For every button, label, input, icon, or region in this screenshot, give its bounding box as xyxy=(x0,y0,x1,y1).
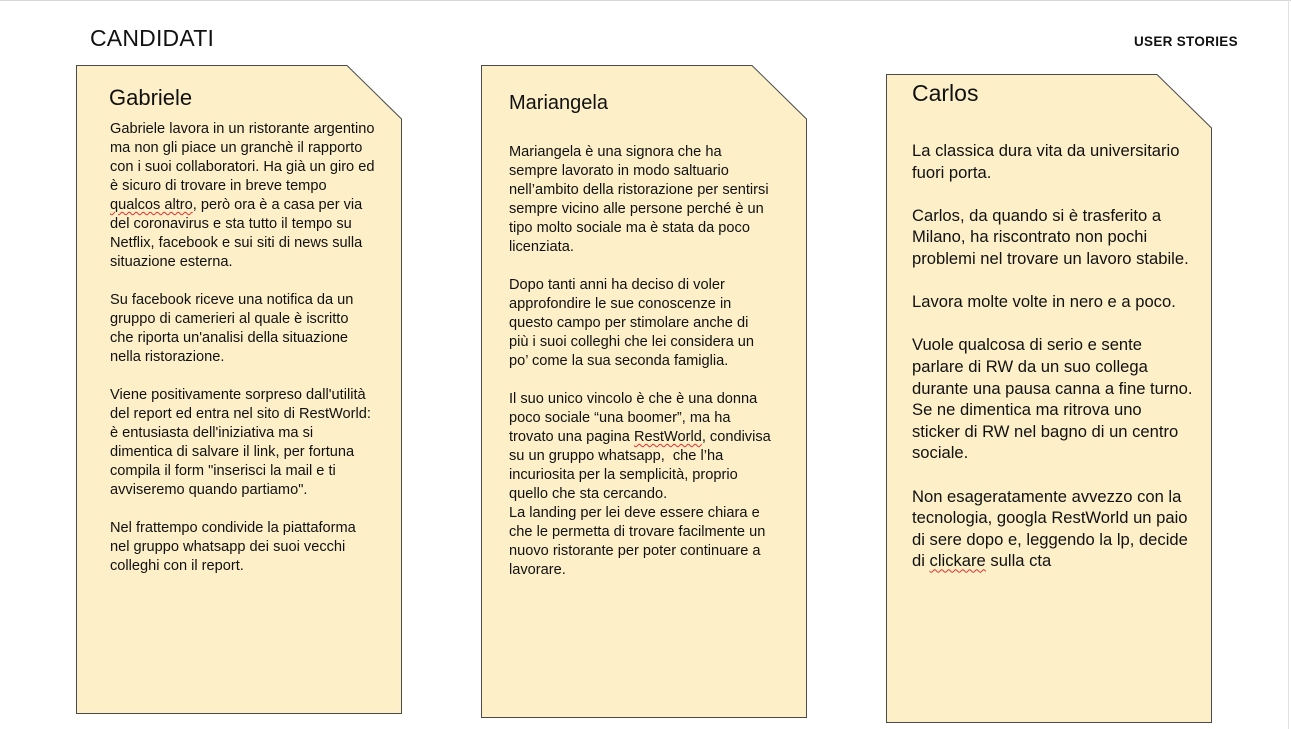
persona-card-carlos xyxy=(886,74,1212,723)
persona-name: Mariangela xyxy=(509,92,608,114)
spellcheck-underlined-word[interactable]: RestWorld xyxy=(633,429,702,445)
persona-story: La classica dura vita da universitario fuori porta. Carlos, da quando si è trasferito a Milano, ha riscontrato non pochi problemi nel trovare un lavoro stabile. Lavora molte volte in nero e a poco. Vuole qualcosa di serio e sente parlare di RW da un suo collega durante una pausa canna a fine turno. Se ne dimentica ma ritrova uno sticker di RW nel bagno di un centro sociale. Non esageratamente avvezzo con la tecnologia, googla RestWorld un paio di sere dopo e, leggendo la lp, decide di clickare sulla cta xyxy=(912,141,1193,571)
persona-card-mariangela xyxy=(481,65,807,718)
persona-story: Gabriele lavora in un ristorante argentino ma non gli piace un granchè il rapporto con i suoi collaboratori. Ha già un giro ed è sicuro di trovare in breve tempo qualcos altro, però ora è a casa per via del coronavirus e sta tutto il tempo su Netflix, facebook e sui siti di news sulla situazione esterna. Su facebook riceve una notifica da un gruppo di camerieri al quale è iscritto che riporta un'analisi della situazione nella ristorazione. Viene positivamente sorpreso dall'utilità del report ed entra nel sito di RestWorld: è entusiasta dell'iniziativa ma si dimentica di salvare il link, per fortuna compila il form "inserisci la mail e ti avviseremo quando partiamo". Nel frattempo condivide la piattaforma nel gruppo whatsapp dei suoi vecchi colleghi con il report. xyxy=(110,121,379,574)
persona-card-gabriele xyxy=(76,65,402,714)
persona-name: Carlos xyxy=(912,80,979,106)
persona-story: Mariangela è una signora che ha sempre lavorato in modo saltuario nell’ambito della ristorazione per sentirsi sempre vicino alle persone perché è un tipo molto sociale ma è stata da poco licenziata. Dopo tanti anni ha deciso di voler approfondire le sue conoscenze in questo campo per stimolare anche di più i suoi colleghi che lei considera un po’ come la sua seconda famiglia. Il suo unico vincolo è che è una donna poco sociale “una boomer”, ma ha trovato una pagina RestWorld, condivisa su un gruppo whatsapp, che l’ha incuriosita per la semplicità, proprio quello che sta cercando. La landing per lei deve essere chiara e che le permetta di trovare facilmente un nuovo ristorante per poter continuare a lavorare. xyxy=(509,144,771,578)
page-title: CANDIDATI xyxy=(90,25,215,51)
persona-name: Gabriele xyxy=(109,85,193,110)
right-divider xyxy=(1288,0,1289,729)
top-divider xyxy=(0,0,1291,1)
spellcheck-underlined-word[interactable]: clickare xyxy=(929,551,986,571)
section-label: USER STORIES xyxy=(1134,34,1238,49)
spellcheck-underlined-word[interactable]: qualcos altro xyxy=(110,197,193,213)
